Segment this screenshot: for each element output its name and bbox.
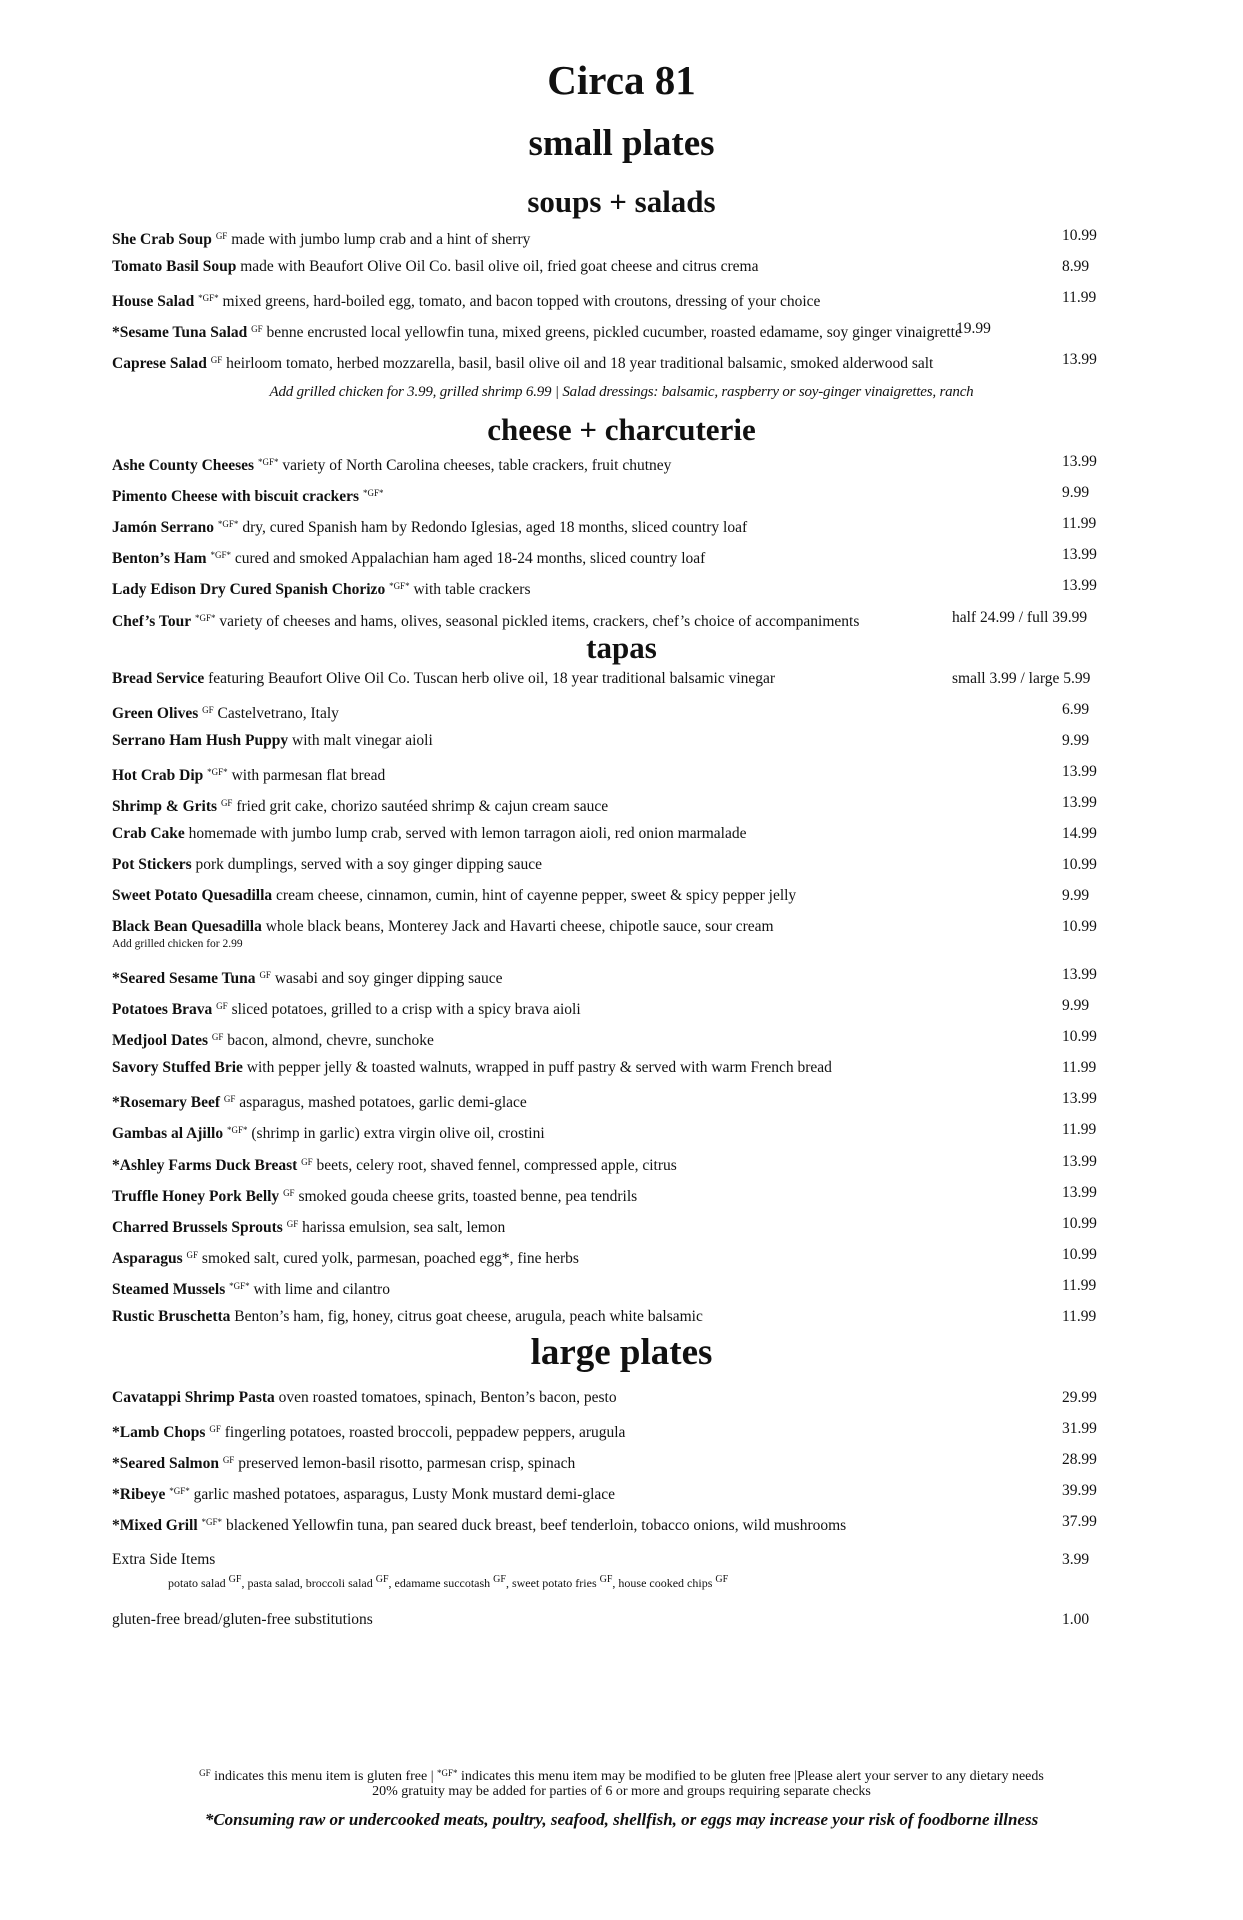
menu-subtitle: small plates (528, 123, 715, 164)
menu-item-description: made with jumbo lump crab and a hint of sherry (227, 231, 531, 248)
menu-item-name: Hot Crab Dip (112, 767, 204, 784)
menu-item (112, 1420, 1112, 1442)
menu-item-name: *Seared Salmon (112, 1455, 219, 1472)
side-potato-salad: potato salad (168, 1576, 226, 1590)
gf-tag: GF (209, 1424, 221, 1434)
menu-item-price: 10.99 (1062, 856, 1097, 873)
restaurant-name: Circa 81 (547, 57, 696, 103)
menu-item-description: fried grit cake, chorizo sautéed shrimp & cajun cream sauce (232, 798, 609, 815)
gf-tag: GF (493, 1574, 506, 1585)
menu-item-name: Ashe County Cheeses (112, 457, 255, 474)
menu-item-description: sliced potatoes, grilled to a crisp with a spicy brava aioli (227, 1001, 581, 1018)
menu-item-price: 14.99 (1062, 825, 1097, 842)
menu-item-price: 37.99 (1062, 1513, 1097, 1530)
menu-item-price: 13.99 (1062, 966, 1097, 983)
menu-item (112, 1389, 1112, 1407)
menu-item-description: featuring Beaufort Olive Oil Co. Tuscan herb olive oil, 18 year traditional balsamic vinegar (204, 670, 776, 687)
menu-item-description: pork dumplings, served with a soy ginger dipping sauce (191, 856, 543, 873)
menu-item-description: beets, celery root, shaved fennel, compressed apple, citrus (312, 1157, 677, 1174)
modifiable-gf-tag: *GF* (194, 613, 216, 623)
menu-item-description: (shrimp in garlic) extra virgin olive oil, crostini (247, 1125, 545, 1142)
gf-tag: GF (202, 705, 214, 715)
menu-item-price: 6.99 (1062, 701, 1090, 718)
menu-item-name: Crab Cake (112, 825, 185, 842)
menu-item-price: 10.99 (1062, 1215, 1097, 1232)
modifiable-gf-tag: *GF* (201, 1517, 223, 1527)
gf-tag: GF (215, 231, 228, 241)
modifiable-gf-tag: *GF* (198, 293, 219, 303)
menu-item-description: variety of North Carolina cheeses, table crackers, fruit chutney (278, 457, 672, 474)
menu-item-name: Pot Stickers (112, 856, 192, 873)
menu-item-description: with table crackers (409, 581, 531, 598)
menu-item-price: 9.99 (1062, 484, 1090, 501)
menu-item-description: Benton’s ham, fig, honey, citrus goat cheese, arugula, peach white balsamic (230, 1308, 703, 1325)
menu-item-description: benne encrusted local yellowfin tuna, mixed greens, pickled cucumber, roasted edamame, soy ginger vinaigrette (262, 324, 962, 341)
menu-item-name: Bread Service (112, 670, 205, 687)
gf-tag: GF (186, 1250, 199, 1260)
menu-item-price: 10.99 (1062, 1246, 1097, 1263)
menu-item-description: cured and smoked Appalachian ham aged 18-24 months, sliced country loaf (230, 550, 706, 567)
gluten-free-price: 1.00 (1062, 1611, 1090, 1628)
menu-item (112, 887, 1112, 905)
menu-item (112, 1121, 1112, 1143)
extra-sides-list: potato salad $^{GF}$, pasta salad, broccoli salad $^{GF}$, edamame succotash $^{GF}$, sweet potato fries $^{GF}$, house cooked chips $^{GF}$ (168, 1574, 729, 1590)
menu-item (112, 1513, 1112, 1535)
menu-item (112, 515, 1112, 537)
menu-item (112, 794, 1112, 816)
menu-item-name: Tomato Basil Soup (112, 258, 237, 275)
menu-item-price: 9.99 (1062, 997, 1090, 1014)
gf-tag: GF (286, 1219, 299, 1229)
menu-item-name: *Ribeye (112, 1486, 166, 1503)
menu-item-name: Sweet Potato Quesadilla (112, 887, 273, 904)
menu-item-description: variety of cheeses and hams, olives, seasonal pickled items, crackers, chef’s choice of accompaniments (215, 613, 860, 630)
menu-item-price: 28.99 (1062, 1451, 1097, 1468)
menu-item-description: fingerling potatoes, roasted broccoli, peppadew peppers, arugula (220, 1424, 626, 1441)
menu-item-name: Chef’s Tour (112, 613, 192, 630)
menu-item-name: Truffle Honey Pork Belly (112, 1188, 280, 1205)
menu-item-name: *Lamb Chops (112, 1424, 206, 1441)
menu-item (112, 577, 1112, 599)
modifiable-gf-tag: *GF* (217, 519, 239, 529)
modifiable-gf-tag: *GF* (362, 488, 384, 498)
menu-item-description: smoked gouda cheese grits, toasted benne, pea tendrils (294, 1188, 638, 1205)
menu-item-description: asparagus, mashed potatoes, garlic demi-glace (235, 1094, 527, 1111)
menu-item-name: *Rosemary Beef (112, 1094, 221, 1111)
menu-item (112, 351, 1112, 373)
menu-item-price: 11.99 (1062, 289, 1097, 306)
gf-tag: GF (223, 1094, 236, 1104)
menu-item-name: She Crab Soup (112, 231, 212, 248)
menu-item-price: 11.99 (1062, 515, 1097, 532)
menu-item-description: Castelvetrano, Italy (213, 705, 339, 722)
menu-item-description: made with Beaufort Olive Oil Co. basil olive oil, fried goat cheese and citrus crema (236, 258, 759, 275)
section-heading-tapas: tapas (586, 630, 657, 665)
menu-item-price: 31.99 (1062, 1420, 1097, 1437)
menu-item (112, 1153, 1112, 1175)
menu-item-price: 8.99 (1062, 258, 1090, 275)
menu-item-name: Potatoes Brava (112, 1001, 213, 1018)
gf-legend (0, 1765, 1243, 1785)
menu-item (112, 546, 1112, 568)
menu-item-description: blackened Yellowfin tuna, pan seared duck breast, beef tenderloin, tobacco onions, wild mushrooms (222, 1517, 847, 1534)
menu-item-description: dry, cured Spanish ham by Redondo Iglesias, aged 18 months, sliced country loaf (238, 519, 748, 536)
gf-tag: GF (259, 970, 271, 980)
menu-item-price: 11.99 (1062, 1121, 1097, 1138)
menu-item-description: with malt vinegar aioli (288, 732, 433, 749)
menu-item-price: 29.99 (1062, 1389, 1097, 1406)
menu-item-description: harissa emulsion, sea salt, lemon (298, 1219, 506, 1236)
menu-item-name: Caprese Salad (112, 355, 207, 372)
menu-item-description: smoked salt, cured yolk, parmesan, poached egg*, fine herbs (198, 1250, 579, 1267)
modifiable-gf-tag: *GF* (207, 767, 228, 777)
gf-tag: GF (199, 1768, 211, 1778)
modifiable-gf-tag: *GF* (389, 581, 410, 591)
menu-item-description: with pepper jelly & toasted walnuts, wrapped in puff pastry & served with warm French bread (242, 1059, 832, 1076)
menu-item-name: House Salad (112, 293, 195, 310)
modifiable-gf-legend-text: indicates this menu item may be modified to be gluten free |Please alert your server to any dietary needs (461, 1769, 1044, 1784)
gf-tag: GF (222, 1455, 235, 1465)
side-sweet-potato-fries: sweet potato fries (511, 1576, 597, 1590)
menu-item-price: 13.99 (1062, 577, 1097, 594)
gf-tag: GF (228, 1574, 242, 1585)
menu-item-price: 13.99 (1062, 453, 1097, 470)
gf-legend-text: indicates this menu item is gluten free | (214, 1769, 434, 1784)
menu-item-description: with lime and cilantro (249, 1281, 390, 1298)
menu-item-description: mixed greens, hard-boiled egg, tomato, and bacon topped with croutons, dressing of your choice (218, 293, 821, 310)
menu-item-price: 13.99 (1062, 1153, 1097, 1170)
gf-tag: GF (715, 1574, 729, 1585)
gf-tag: GF (283, 1188, 295, 1198)
menu-item-price: 11.99 (1062, 1308, 1097, 1325)
menu-item (112, 1184, 1112, 1206)
menu-item-name: Green Olives (112, 705, 199, 722)
menu-item-name: Gambas al Ajillo (112, 1125, 224, 1142)
menu-item (112, 732, 1112, 750)
modifiable-gf-tag: *GF* (169, 1486, 190, 1496)
menu-item-price: small 3.99 / large 5.99 (952, 670, 1091, 687)
menu-item-price: 13.99 (1062, 546, 1097, 563)
menu-item-name: Steamed Mussels (112, 1281, 226, 1298)
menu-item-name: Benton’s Ham (112, 550, 207, 567)
menu-item (112, 1277, 1112, 1299)
menu-item (112, 1308, 1112, 1326)
menu-item-price: 13.99 (1062, 1184, 1097, 1201)
menu-item-name: Rustic Bruschetta (112, 1308, 231, 1325)
menu-item-price: 11.99 (1062, 1059, 1097, 1076)
menu-item-description: garlic mashed potatoes, asparagus, Lusty Monk mustard demi-glace (189, 1486, 616, 1503)
menu-item-price: 13.99 (1062, 794, 1097, 811)
gf-tag: GF (599, 1574, 613, 1585)
menu-item (112, 484, 1112, 506)
side-house-chips: house cooked chips (618, 1576, 713, 1590)
menu-item (112, 453, 1112, 475)
side-pasta-broccoli-salad: pasta salad, broccoli salad (247, 1576, 373, 1590)
menu-item-price: 13.99 (1062, 763, 1097, 780)
menu-item (112, 1246, 1112, 1268)
section-heading-large-plates: large plates (530, 1332, 713, 1373)
menu-item (112, 1090, 1112, 1112)
menu-item-price: 19.99 (956, 320, 991, 337)
consumer-advisory: *Consuming raw or undercooked meats, poultry, seafood, shellfish, or eggs may increase your risk of foodborne illness (204, 1810, 1039, 1829)
gf-tag: GF (251, 324, 263, 334)
menu-item (112, 1028, 1112, 1050)
menu-item-description: wasabi and soy ginger dipping sauce (270, 970, 503, 987)
menu-item-name: Charred Brussels Sprouts (112, 1219, 283, 1236)
menu-item-name: Medjool Dates (112, 1032, 208, 1049)
gf-tag: GF (375, 1574, 389, 1585)
menu-item-name: Serrano Ham Hush Puppy (112, 732, 289, 749)
menu-item-price: 10.99 (1062, 1028, 1097, 1045)
menu-item (112, 1059, 1112, 1077)
menu-item-name: *Sesame Tuna Salad (112, 324, 248, 341)
menu-item-price: 11.99 (1062, 1277, 1097, 1294)
gf-tag: GF (211, 1032, 224, 1042)
menu-item-description: cream cheese, cinnamon, cumin, hint of cayenne pepper, sweet & spicy pepper jelly (272, 887, 797, 904)
menu-item-name: Shrimp & Grits (112, 798, 218, 815)
gf-tag: GF (220, 798, 233, 808)
menu-item (112, 258, 1112, 276)
menu-item-name: *Seared Sesame Tuna (112, 970, 256, 987)
gf-tag: GF (301, 1157, 313, 1167)
menu-item-description: homemade with jumbo lump crab, served with lemon tarragon aioli, red onion marmalade (184, 825, 747, 842)
menu-item-description: bacon, almond, chevre, sunchoke (223, 1032, 434, 1049)
menu-item-price: half 24.99 / full 39.99 (952, 609, 1088, 626)
menu-item (112, 289, 1112, 311)
menu-item (112, 856, 1112, 874)
side-edamame-succotash: edamame succotash (394, 1576, 491, 1590)
menu-item-price: 13.99 (1062, 351, 1097, 368)
menu-item-name: Savory Stuffed Brie (112, 1059, 243, 1076)
menu-item-price: 9.99 (1062, 887, 1090, 904)
menu-item-name: *Ashley Farms Duck Breast (112, 1157, 298, 1174)
modifiable-gf-tag: *GF* (437, 1768, 458, 1778)
menu-item-name: Black Bean Quesadilla (112, 918, 262, 935)
menu-item-name: Jamón Serrano (112, 519, 215, 536)
menu-item-name: Cavatappi Shrimp Pasta (112, 1389, 275, 1406)
menu-item-name: Asparagus (112, 1250, 183, 1267)
modifiable-gf-tag: *GF* (226, 1125, 248, 1135)
menu-item (112, 966, 1112, 988)
section-heading-soups-salads: soups + salads (527, 184, 716, 219)
gratuity-note: 20% gratuity may be added for parties of 6 or more and groups requiring separate checks (372, 1784, 871, 1799)
menu-item-price: 10.99 (1062, 227, 1097, 244)
modifiable-gf-tag: *GF* (229, 1281, 250, 1291)
extra-sides-price: 3.99 (1062, 1551, 1090, 1568)
gf-tag: GF (216, 1001, 228, 1011)
menu-item-price: 9.99 (1062, 732, 1090, 749)
menu-item (112, 918, 1112, 936)
menu-item-description: whole black beans, Monterey Jack and Havarti cheese, chipotle sauce, sour cream (261, 918, 774, 935)
menu-item-description: oven roasted tomatoes, spinach, Benton’s bacon, pesto (274, 1389, 617, 1406)
gf-tag: GF (210, 355, 223, 365)
menu-item-name: Pimento Cheese with biscuit crackers (112, 488, 360, 505)
modifiable-gf-tag: *GF* (210, 550, 231, 560)
menu-item-price: 10.99 (1062, 918, 1097, 935)
menu-item-description: heirloom tomato, herbed mozzarella, basil, basil olive oil and 18 year traditional balsamic, smoked alderwood salt (222, 355, 934, 372)
gluten-free-label: gluten-free bread/gluten-free substitutions (112, 1611, 373, 1628)
menu-item (112, 1451, 1112, 1473)
menu-item-price: 39.99 (1062, 1482, 1097, 1499)
menu-item (112, 1482, 1112, 1504)
menu-item-description: preserved lemon-basil risotto, parmesan crisp, spinach (234, 1455, 576, 1472)
section-heading-cheese-charcuterie: cheese + charcuterie (487, 412, 756, 447)
menu-item (112, 701, 1112, 723)
extra-sides-label: Extra Side Items (112, 1551, 216, 1568)
menu-item-price: 13.99 (1062, 1090, 1097, 1107)
menu-item (112, 1215, 1112, 1237)
salad-addon-note: Add grilled chicken for 3.99, grilled shrimp 6.99 | Salad dressings: balsamic, raspberry or soy-ginger vinaigrettes, ranch (269, 384, 974, 400)
menu-item (112, 227, 1112, 249)
menu-item-name: *Mixed Grill (112, 1517, 198, 1534)
quesadilla-addon-note: Add grilled chicken for 2.99 (112, 938, 243, 950)
menu-item (112, 825, 1112, 843)
menu-item (112, 763, 1112, 785)
menu-item (112, 997, 1112, 1019)
menu-item-name: Lady Edison Dry Cured Spanish Chorizo (112, 581, 386, 598)
menu-item-description: with parmesan flat bread (227, 767, 386, 784)
modifiable-gf-tag: *GF* (257, 457, 279, 467)
